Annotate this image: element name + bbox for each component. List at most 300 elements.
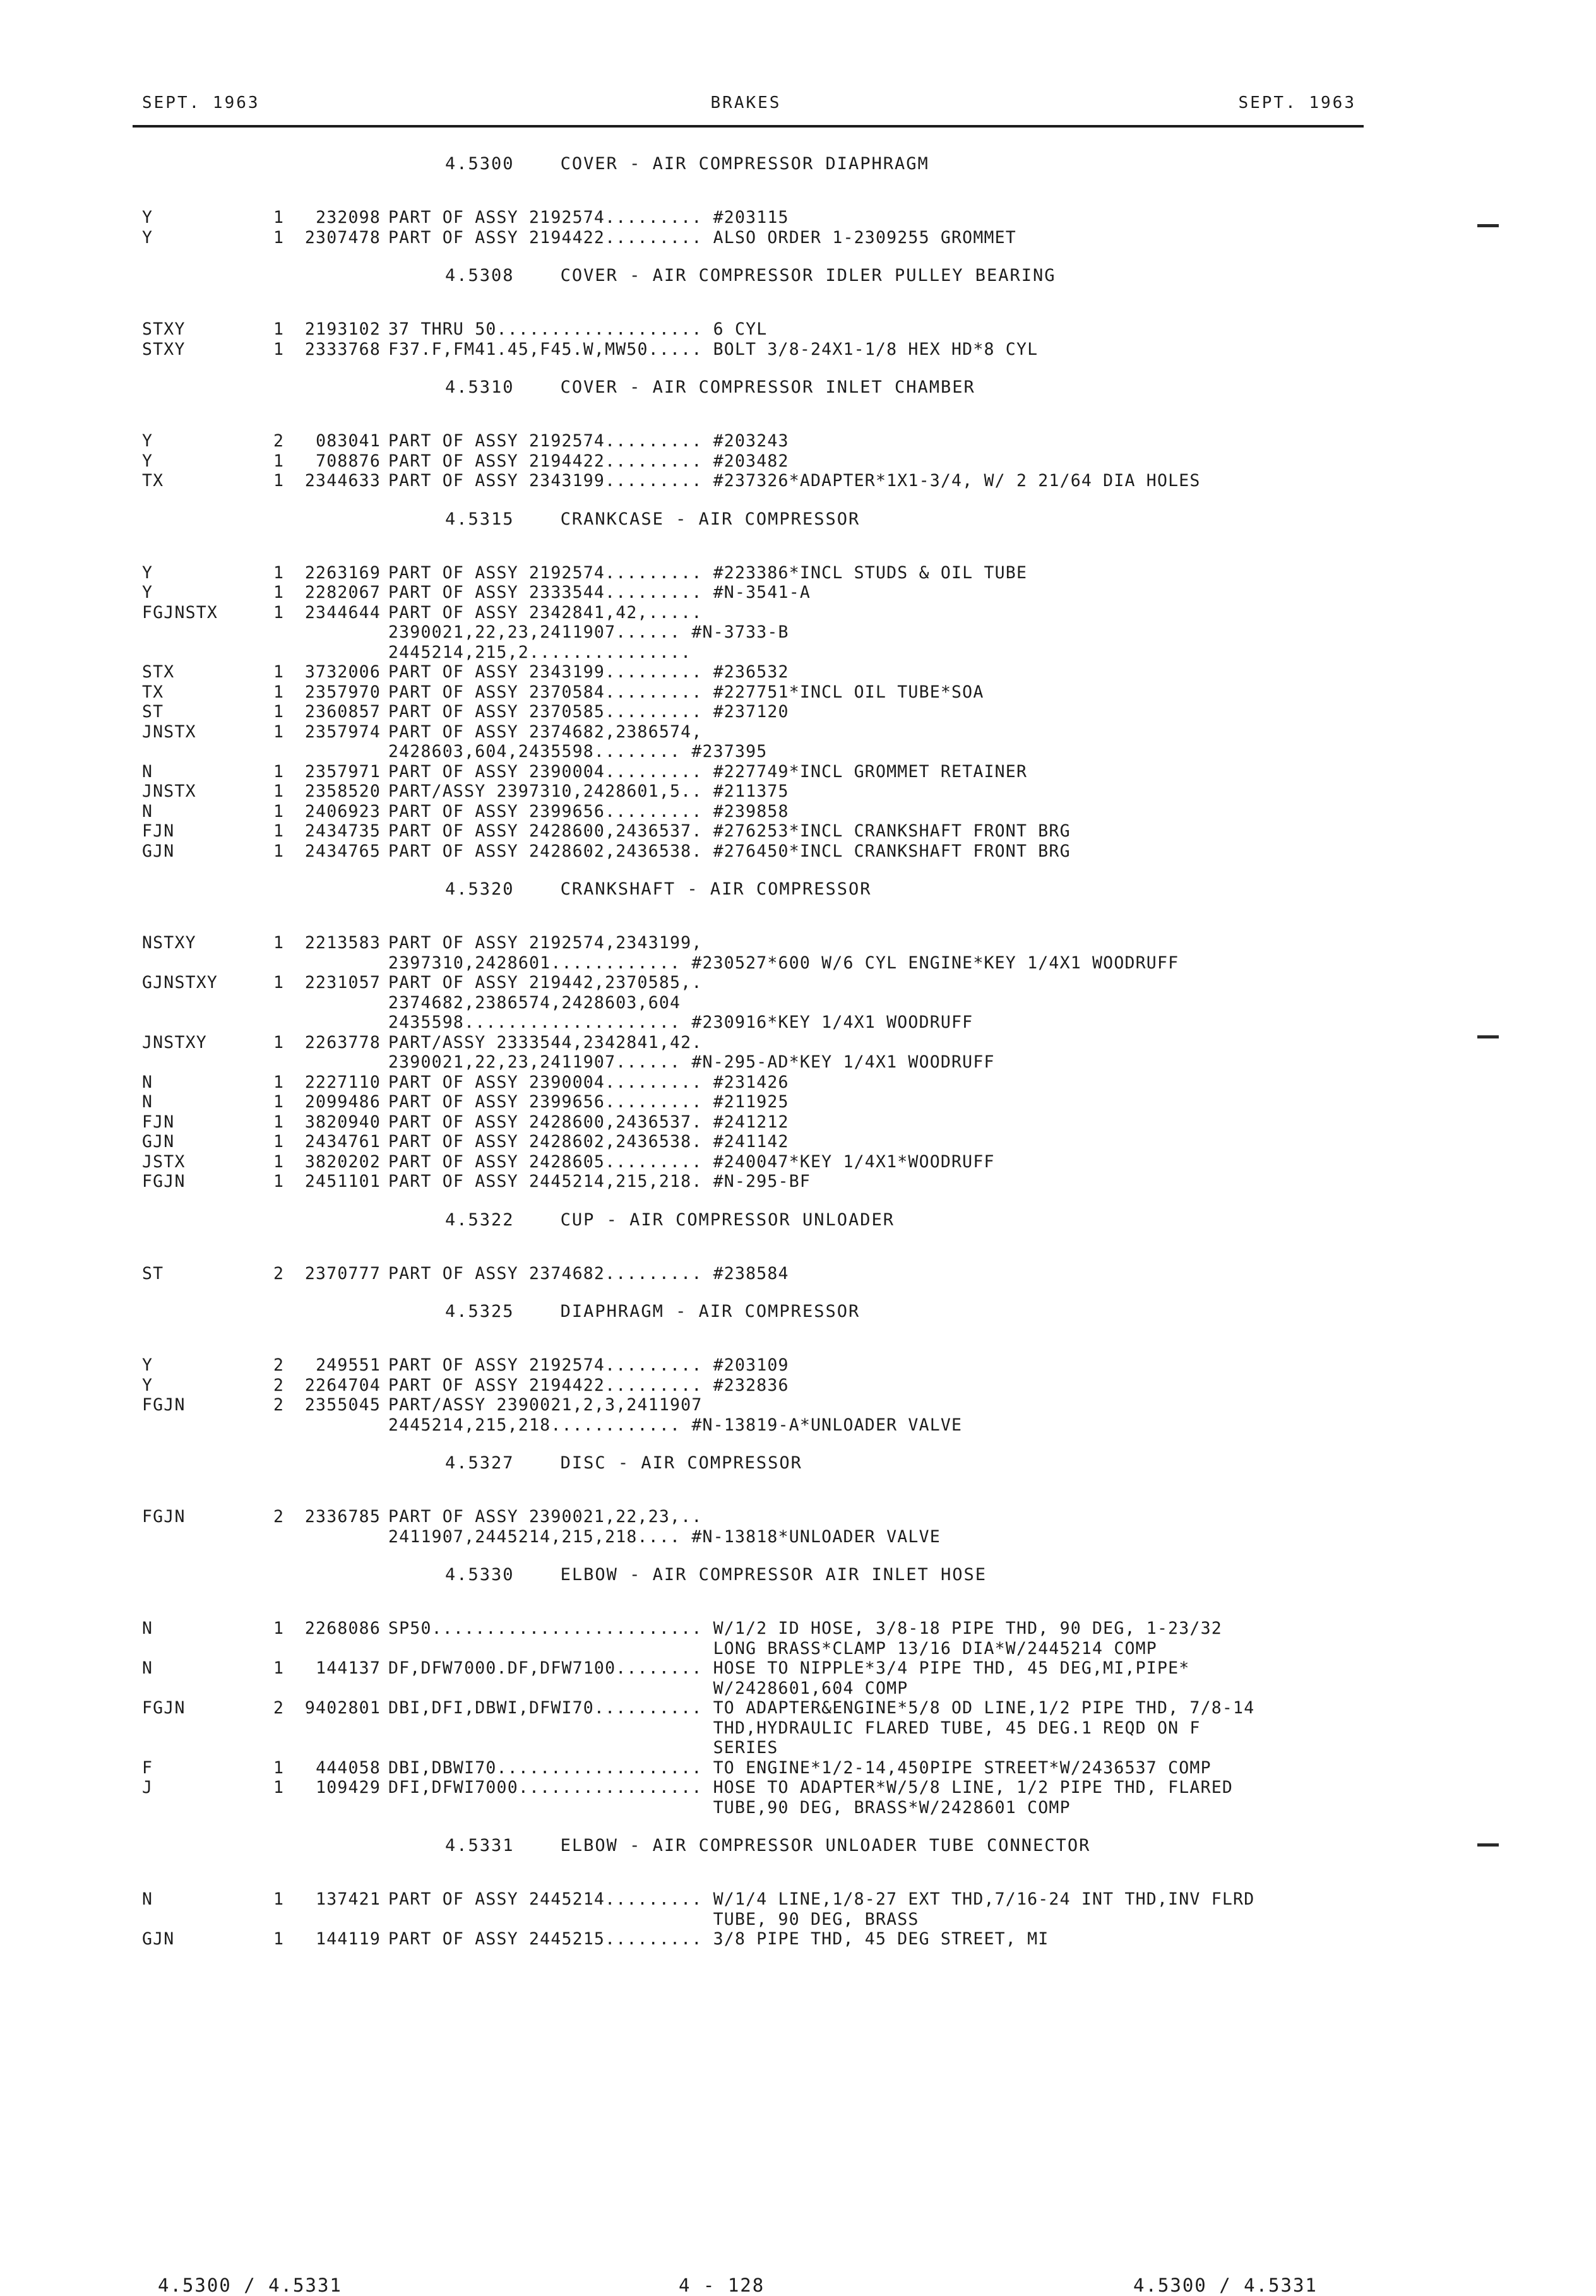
part-entry-continuation [142, 1910, 1379, 1930]
quantity: 1 [273, 1172, 285, 1191]
model-code: ST [142, 1263, 164, 1283]
quantity: 1 [273, 702, 285, 722]
part-number [299, 1527, 388, 1547]
model-code: Y [142, 208, 153, 227]
model-code: JNSTXY [142, 1032, 207, 1052]
model-code: Y [142, 583, 153, 602]
application-text: 2390021,22,23,2411907...... #N-3733-B [388, 622, 789, 642]
quantity: 1 [273, 682, 285, 702]
header-rule [133, 125, 1364, 128]
model-code: GJN [142, 1929, 175, 1949]
model-code: F [142, 1758, 153, 1778]
part-entry-continuation [142, 1013, 1379, 1033]
application-text: 2390021,22,23,2411907...... #N-295-AD*KEY 1/4X1 WOODRUFF [388, 1052, 995, 1072]
application-text: PART OF ASSY 2428605......... #240047*KEY 1/4X1*WOODRUFF [388, 1151, 995, 1172]
quantity: 1 [273, 1889, 285, 1909]
part-entry [142, 762, 1379, 782]
part-entry [142, 1778, 1379, 1798]
part-entry [142, 1395, 1379, 1415]
application-text: PART OF ASSY 2428602,2436538. #241142 [388, 1132, 789, 1151]
model-code: N [142, 801, 153, 821]
part-number: 2333768 [304, 339, 381, 359]
application-text: THD,HYDRAULIC FLARED TUBE, 45 DEG.1 REQD ON F [388, 1718, 1201, 1738]
part-number: 2357970 [304, 682, 381, 702]
application-text: 2397310,2428601............ #230527*600 W/6 CYL ENGINE*KEY 1/4X1 WOODRUFF [388, 953, 1179, 973]
application-text: PART OF ASSY 2428602,2436538. #276450*INCL CRANKSHAFT FRONT BRG [388, 841, 1071, 861]
part-entry [142, 702, 1379, 722]
section-4-5330 [142, 1566, 1379, 1836]
part-number [299, 1679, 388, 1699]
part-number: 232098 [316, 208, 381, 227]
part-number [299, 1639, 388, 1659]
application-text: PART OF ASSY 2194422......... ALSO ORDER 1-2309255 GROMMET [388, 227, 1016, 247]
section-number: 4.5300 [445, 154, 515, 174]
part-entry [142, 842, 1379, 862]
model-code [142, 1798, 273, 1818]
model-code: FGJN [142, 1172, 186, 1191]
section-4-5315 [142, 510, 1379, 881]
part-entry [142, 1658, 1379, 1679]
application-text: PART/ASSY 2390021,2,3,2411907 [388, 1395, 703, 1415]
quantity [273, 1013, 299, 1033]
section-number: 4.5308 [445, 266, 515, 285]
quantity: 1 [273, 933, 285, 953]
quantity: 2 [273, 1507, 285, 1526]
section-title: CUP - AIR COMPRESSOR UNLOADER [560, 1210, 895, 1230]
margin-mark [1477, 224, 1499, 227]
section-number: 4.5325 [445, 1302, 515, 1321]
part-number: 444058 [316, 1758, 381, 1778]
part-number: 2357974 [304, 722, 381, 742]
section-gap [142, 247, 1379, 266]
model-code: N [142, 1658, 153, 1678]
part-entry [142, 431, 1379, 451]
application-text: PART OF ASSY 2445214......... W/1/4 LINE,1/8-27 EXT THD,7/16-24 INT THD,INV FLRD [388, 1889, 1255, 1909]
part-number: 109429 [316, 1778, 381, 1797]
section-number: 4.5327 [445, 1453, 515, 1473]
part-entry [142, 451, 1379, 472]
model-code: FGJN [142, 1698, 186, 1718]
part-number: 2434735 [304, 821, 381, 841]
quantity: 2 [273, 1355, 285, 1375]
application-text: F37.F,FM41.45,F45.W,MW50..... BOLT 3/8-24X1-1/8 HEX HD*8 CYL [388, 339, 1039, 359]
page-header [133, 93, 1359, 125]
section-4-5300 [142, 155, 1379, 266]
application-text: PART OF ASSY 2370584......... #227751*INCL OIL TUBE*SOA [388, 682, 984, 702]
quantity: 1 [273, 821, 285, 841]
part-entry [142, 722, 1379, 742]
application-text: PART OF ASSY 2428600,2436537. #276253*INCL CRANKSHAFT FRONT BRG [388, 821, 1071, 841]
quantity: 1 [273, 1072, 285, 1092]
part-number: 2193102 [304, 319, 381, 339]
part-number: 2434765 [304, 841, 381, 861]
part-number: 2336785 [304, 1507, 381, 1526]
application-text: PART/ASSY 2397310,2428601,5.. #211375 [388, 782, 789, 801]
part-number: 2213583 [304, 933, 381, 953]
section-title: ELBOW - AIR COMPRESSOR UNLOADER TUBE CONNECTOR [560, 1836, 1091, 1855]
part-entry [142, 1758, 1379, 1778]
part-entry [142, 1112, 1379, 1133]
section-gap [142, 1283, 1379, 1302]
model-code [142, 742, 273, 762]
quantity: 1 [273, 1151, 285, 1172]
application-text: SERIES [388, 1738, 778, 1758]
part-entry [142, 782, 1379, 802]
model-code: JNSTX [142, 722, 196, 742]
model-code [142, 1013, 273, 1033]
application-text: 2411907,2445214,215,218.... #N-13818*UNLOADER VALVE [388, 1526, 941, 1547]
part-entry [142, 1264, 1379, 1284]
application-text: PART OF ASSY 2428600,2436537. #241212 [388, 1112, 789, 1132]
quantity: 1 [273, 662, 285, 682]
quantity: 1 [273, 1929, 285, 1949]
application-text: PART OF ASSY 2192574......... #203243 [388, 431, 789, 451]
section-title: COVER - AIR COMPRESSOR INLET CHAMBER [560, 378, 975, 397]
application-text: PART OF ASSY 2390021,22,23,.. [388, 1507, 703, 1526]
application-text: PART OF ASSY 2194422......... #203482 [388, 451, 789, 471]
part-entry [142, 208, 1379, 228]
part-entry [142, 583, 1379, 603]
quantity: 1 [273, 973, 285, 992]
section-heading [142, 1302, 1379, 1355]
section-4-5310 [142, 378, 1379, 510]
quantity [273, 1639, 299, 1659]
part-number: 2231057 [304, 973, 381, 992]
application-text: PART OF ASSY 2192574......... #203109 [388, 1355, 789, 1375]
part-entry-continuation [142, 1718, 1379, 1739]
application-text: PART OF ASSY 2194422......... #232836 [388, 1375, 789, 1395]
section-4-5322 [142, 1211, 1379, 1303]
model-code: STXY [142, 339, 186, 359]
quantity: 1 [273, 841, 285, 861]
model-code: Y [142, 227, 153, 247]
section-gap [142, 359, 1379, 378]
part-number: 708876 [316, 451, 381, 471]
quantity [273, 622, 299, 643]
section-heading [142, 1454, 1379, 1507]
application-text: PART OF ASSY 2370585......... #237120 [388, 702, 789, 722]
quantity [273, 1415, 299, 1436]
part-number [299, 622, 388, 643]
quantity: 1 [273, 1658, 285, 1678]
application-text: PART OF ASSY 2192574......... #203115 [388, 208, 789, 227]
footer-range-right: 4.5300 / 4.5331 [1133, 2275, 1318, 2296]
part-number: 2282067 [304, 583, 381, 602]
part-number: 2264704 [304, 1375, 381, 1395]
model-code [142, 1415, 273, 1436]
part-number: 2358520 [304, 782, 381, 801]
header-date-left: SEPT. 1963 [142, 93, 260, 112]
application-text: 2428603,604,2435598........ #237395 [388, 742, 768, 761]
quantity: 1 [273, 1778, 285, 1797]
margin-mark [1477, 1843, 1499, 1847]
part-entry [142, 821, 1379, 842]
part-entry [142, 1889, 1379, 1910]
part-number: 2451101 [304, 1172, 381, 1191]
quantity: 1 [273, 227, 285, 247]
part-number: 2360857 [304, 702, 381, 722]
application-text: 2445214,215,2............... [388, 642, 692, 662]
application-text: PART OF ASSY 2399656......... #239858 [388, 801, 789, 821]
quantity [273, 1798, 299, 1818]
model-code: TX [142, 471, 164, 491]
model-code: FGJN [142, 1507, 186, 1526]
part-number: 2307478 [304, 227, 381, 247]
application-text: 2435598.................... #230916*KEY 1/4X1 WOODRUFF [388, 1013, 974, 1032]
quantity: 1 [273, 471, 285, 491]
application-text: TUBE, 90 DEG, BRASS [388, 1909, 919, 1929]
part-entry [142, 563, 1379, 583]
quantity: 1 [273, 1092, 285, 1112]
application-text: SP50......................... W/1/2 ID HOSE, 3/8-18 PIPE THD, 90 DEG, 1-23/32 [388, 1619, 1222, 1638]
part-number: 3820202 [304, 1151, 381, 1172]
model-code: JNSTX [142, 782, 196, 801]
page-number: 4 - 128 [679, 2275, 765, 2296]
part-entry [142, 662, 1379, 682]
part-entry [142, 603, 1379, 623]
part-entry [142, 1376, 1379, 1396]
section-heading [142, 378, 1379, 431]
part-number: 2099486 [304, 1092, 381, 1112]
application-text: PART OF ASSY 2342841,42,..... [388, 602, 703, 622]
part-entry [142, 340, 1379, 360]
model-code: Y [142, 562, 153, 583]
model-code: JSTX [142, 1151, 186, 1172]
part-entry [142, 973, 1379, 993]
application-text: DBI,DFI,DBWI,DFWI70.......... TO ADAPTER&ENGINE*5/8 OD LINE,1/2 PIPE THD, 7/8-14 [388, 1698, 1255, 1718]
margin-mark [1477, 1035, 1499, 1038]
model-code: GJN [142, 841, 175, 861]
part-number: 3732006 [304, 662, 381, 682]
application-text: PART OF ASSY 219442,2370585,. [388, 973, 703, 992]
application-text: PART OF ASSY 2390004......... #227749*INCL GROMMET RETAINER [388, 761, 1028, 782]
part-entry-continuation [142, 993, 1379, 1013]
part-entry [142, 1355, 1379, 1376]
part-number: 2357971 [304, 761, 381, 782]
section-title: DIAPHRAGM - AIR COMPRESSOR [560, 1302, 861, 1321]
section-title: COVER - AIR COMPRESSOR IDLER PULLEY BEARING [560, 266, 1056, 285]
parts-list [142, 155, 1379, 1968]
application-text: 2374682,2386574,2428603,604 [388, 992, 681, 1013]
section-heading [142, 880, 1379, 933]
model-code: FJN [142, 821, 175, 841]
application-text: LONG BRASS*CLAMP 13/16 DIA*W/2445214 COMP [388, 1638, 1157, 1658]
section-4-5331 [142, 1836, 1379, 1968]
section-gap [142, 1547, 1379, 1566]
section-heading [142, 155, 1379, 208]
section-gap [142, 1192, 1379, 1211]
quantity: 2 [273, 431, 285, 451]
part-entry [142, 1132, 1379, 1152]
part-entry-continuation [142, 953, 1379, 973]
model-code: STXY [142, 319, 186, 339]
application-text: PART OF ASSY 2390004......... #231426 [388, 1072, 789, 1092]
model-code: Y [142, 1375, 153, 1395]
header-date-right: SEPT. 1963 [1238, 93, 1356, 112]
part-number: 9402801 [304, 1698, 381, 1718]
part-number [299, 1013, 388, 1033]
model-code [142, 1527, 273, 1547]
quantity: 1 [273, 1112, 285, 1132]
part-entry [142, 1152, 1379, 1172]
part-number: 083041 [316, 431, 381, 451]
quantity: 1 [273, 801, 285, 821]
section-gap [142, 1817, 1379, 1836]
section-gap [142, 491, 1379, 510]
quantity [273, 1052, 299, 1073]
section-4-5327 [142, 1454, 1379, 1566]
model-code: TX [142, 682, 164, 702]
model-code: N [142, 1072, 153, 1092]
model-code [142, 993, 273, 1013]
part-entry-continuation [142, 1415, 1379, 1436]
part-entry [142, 1172, 1379, 1192]
quantity: 1 [273, 319, 285, 339]
quantity: 2 [273, 1263, 285, 1283]
section-gap [142, 1435, 1379, 1454]
model-code [142, 1738, 273, 1758]
section-gap [142, 861, 1379, 880]
part-number [299, 1910, 388, 1930]
application-text: PART/ASSY 2333544,2342841,42. [388, 1032, 703, 1052]
section-number: 4.5315 [445, 509, 515, 529]
part-number [299, 953, 388, 973]
part-number: 2406923 [304, 801, 381, 821]
application-text: PART OF ASSY 2192574......... #223386*INCL STUDS & OIL TUBE [388, 562, 1028, 583]
quantity: 1 [273, 602, 285, 622]
application-text: PART OF ASSY 2343199......... #236532 [388, 662, 789, 682]
model-code [142, 953, 273, 973]
part-entry [142, 933, 1379, 953]
quantity [273, 1910, 299, 1930]
part-number: 3820940 [304, 1112, 381, 1132]
part-number [299, 1718, 388, 1739]
part-number: 249551 [316, 1355, 381, 1375]
section-number: 4.5320 [445, 879, 515, 899]
part-entry [142, 1619, 1379, 1639]
section-number: 4.5330 [445, 1565, 515, 1585]
application-text: PART OF ASSY 2374682......... #238584 [388, 1263, 789, 1283]
quantity: 1 [273, 339, 285, 359]
application-text: W/2428601,604 COMP [388, 1678, 908, 1698]
section-heading [142, 266, 1379, 319]
model-code [142, 1718, 273, 1739]
application-text: PART OF ASSY 2445214,215,218. #N-295-BF [388, 1172, 811, 1191]
part-entry-continuation [142, 742, 1379, 762]
model-code: N [142, 761, 153, 782]
application-text: PART OF ASSY 2445215......... 3/8 PIPE THD, 45 DEG STREET, MI [388, 1929, 1049, 1949]
part-number [299, 643, 388, 663]
model-code: GJN [142, 1132, 175, 1151]
part-entry [142, 1929, 1379, 1949]
application-text: TUBE,90 DEG, BRASS*W/2428601 COMP [388, 1797, 1071, 1817]
part-entry-continuation [142, 1052, 1379, 1073]
section-number: 4.5310 [445, 378, 515, 397]
section-number: 4.5331 [445, 1836, 515, 1855]
section-heading [142, 1836, 1379, 1889]
part-number [299, 993, 388, 1013]
application-text: PART OF ASSY 2333544......... #N-3541-A [388, 583, 811, 602]
section-title: CRANKSHAFT - AIR COMPRESSOR [560, 879, 872, 899]
part-entry-continuation [142, 1679, 1379, 1699]
model-code [142, 1679, 273, 1699]
part-entry-continuation [142, 1527, 1379, 1547]
quantity: 1 [273, 562, 285, 583]
model-code: Y [142, 1355, 153, 1375]
application-text: 37 THRU 50................... 6 CYL [388, 319, 768, 339]
section-title: ELBOW - AIR COMPRESSOR AIR INLET HOSE [560, 1565, 987, 1585]
model-code: N [142, 1092, 153, 1112]
quantity: 2 [273, 1375, 285, 1395]
quantity [273, 993, 299, 1013]
part-number: 144137 [316, 1658, 381, 1678]
model-code: Y [142, 431, 153, 451]
part-entry [142, 319, 1379, 340]
part-entry [142, 1507, 1379, 1527]
part-number: 2370777 [304, 1263, 381, 1283]
section-number: 4.5322 [445, 1210, 515, 1230]
part-entry [142, 1698, 1379, 1718]
part-number [299, 1798, 388, 1818]
section-gap [142, 1949, 1379, 1968]
part-entry [142, 228, 1379, 248]
part-number [299, 1738, 388, 1758]
application-text: PART OF ASSY 2192574,2343199, [388, 933, 703, 953]
part-number: 2434761 [304, 1132, 381, 1151]
part-number: 137421 [316, 1889, 381, 1909]
part-entry [142, 471, 1379, 491]
section-title: DISC - AIR COMPRESSOR [560, 1453, 802, 1473]
model-code: NSTXY [142, 933, 196, 953]
application-text: DBI,DBWI70................... TO ENGINE*1/2-14,450PIPE STREET*W/2436537 COMP [388, 1758, 1212, 1778]
model-code: Y [142, 451, 153, 471]
quantity: 1 [273, 782, 285, 801]
application-text: 2445214,215,218............ #N-13819-A*UNLOADER VALVE [388, 1415, 963, 1435]
part-entry [142, 1092, 1379, 1112]
part-number: 2227110 [304, 1072, 381, 1092]
model-code: FJN [142, 1112, 175, 1132]
model-code [142, 1639, 273, 1659]
model-code: ST [142, 702, 164, 722]
application-text: PART OF ASSY 2399656......... #211925 [388, 1092, 789, 1112]
part-entry-continuation [142, 1798, 1379, 1818]
header-title: BRAKES [710, 93, 782, 112]
model-code [142, 643, 273, 663]
part-entry [142, 802, 1379, 822]
footer-range-left: 4.5300 / 4.5331 [158, 2275, 342, 2296]
part-number [299, 742, 388, 762]
model-code: N [142, 1889, 153, 1909]
quantity [273, 1738, 299, 1758]
quantity [273, 1718, 299, 1739]
model-code: FGJNSTX [142, 602, 218, 622]
model-code: N [142, 1619, 153, 1638]
quantity: 2 [273, 1395, 285, 1415]
section-heading [142, 510, 1379, 563]
application-text: DFI,DFWI7000................. HOSE TO ADAPTER*W/5/8 LINE, 1/2 PIPE THD, FLARED [388, 1778, 1234, 1797]
part-entry-continuation [142, 643, 1379, 663]
quantity [273, 1527, 299, 1547]
part-entry [142, 682, 1379, 703]
part-number: 144119 [316, 1929, 381, 1949]
model-code: GJNSTXY [142, 973, 218, 992]
application-text: DF,DFW7000.DF,DFW7100........ HOSE TO NIPPLE*3/4 PIPE THD, 45 DEG,MI,PIPE* [388, 1658, 1190, 1678]
section-heading [142, 1211, 1379, 1264]
quantity [273, 1679, 299, 1699]
part-entry [142, 1073, 1379, 1093]
part-number: 2344633 [304, 471, 381, 491]
model-code: STX [142, 662, 175, 682]
